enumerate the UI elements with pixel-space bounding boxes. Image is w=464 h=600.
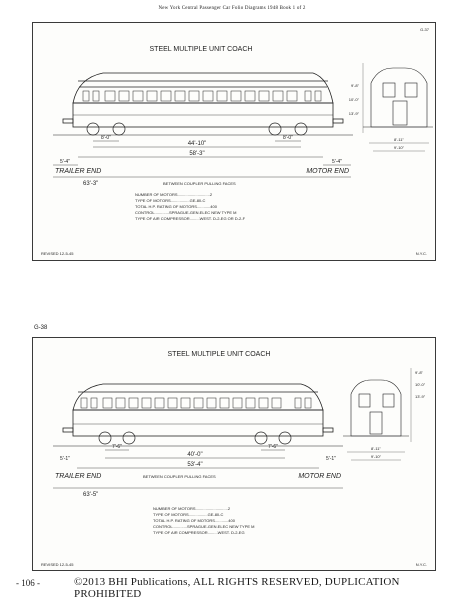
side-dim-2: 10'-0": [348, 97, 359, 102]
diagram-title: STEEL MULTIPLE UNIT COACH: [167, 351, 271, 358]
revised-note: REVISED 12-5-45: [41, 251, 74, 256]
side-dim-2: 10'-0": [415, 382, 426, 387]
spec-line: CONTROL.............SPRAGUE-GEN.ELEC NEW TYPE M: [135, 210, 237, 215]
side-dim-5: 9'-10": [370, 454, 382, 459]
spec-line: TOTAL H.P. RATING OF MOTORS............400: [135, 204, 217, 209]
diagram-drawing-1: [33, 23, 435, 260]
dim-wheelbase-left: 8'-0": [101, 135, 111, 141]
dim-end-right: 5'-1": [326, 456, 336, 462]
spec-list: [153, 506, 255, 535]
trailer-end-label: TRAILER END: [55, 168, 102, 175]
car-side-elevation: [53, 384, 343, 446]
dim-wheelbase-right: 7'-6": [268, 444, 278, 450]
page-number: - 106 -: [16, 578, 40, 588]
spec-line: TYPE OF AIR COMPRESSOR.........WEST. D-2-EG: [153, 530, 245, 535]
motor-end-label: MOTOR END: [306, 168, 349, 175]
side-dim-3: 13'-9": [415, 394, 426, 399]
dim-inner-length: 53'-4": [187, 462, 203, 468]
dim-end-left: 5'-4": [60, 159, 70, 165]
owner-mark: N.Y.C.: [415, 562, 427, 567]
dim-truck-centers: 44'-10": [187, 141, 207, 147]
dim-overall: 63'-5": [83, 492, 99, 498]
revised-note: REVISED 12-5-45: [41, 562, 74, 567]
spec-line: NUMBER OF MOTORS.............................2: [135, 192, 213, 197]
couplers-note: BETWEEN COUPLER PULLING FACES: [163, 181, 236, 186]
diagram-sheet-1: [32, 22, 436, 261]
sheet-id-g38: G-38: [34, 325, 48, 331]
spec-list: [135, 192, 246, 221]
dim-wheelbase-left: 7'-6": [112, 444, 122, 450]
sheet-id-label: G-37: [420, 27, 429, 32]
spec-line: TYPE OF MOTORS.................GE-80-C: [135, 198, 206, 203]
dim-wheelbase-right: 8'-0": [283, 135, 293, 141]
dim-overall: 63'-3": [83, 181, 99, 187]
motor-end-label: MOTOR END: [298, 473, 341, 480]
dim-inner-length: 58'-3": [189, 151, 205, 157]
diagram-title: STEEL MULTIPLE UNIT COACH: [149, 46, 253, 53]
side-dim-4: 8'-11": [394, 137, 404, 142]
dim-end-right: 5'-4": [332, 159, 342, 165]
side-dim-1: 9'-8": [351, 83, 359, 88]
owner-mark: N.Y.C.: [415, 251, 427, 256]
diagram-sheet-2: [32, 337, 436, 571]
couplers-note: BETWEEN COUPLER PULLING FACES: [143, 474, 216, 479]
book-header: New York Central Passenger Car Folio Diagrams 1948 Book 1 of 2: [158, 6, 306, 11]
spec-line: TOTAL H.P. RATING OF MOTORS............400: [153, 518, 235, 523]
side-dim-4: 8'-11": [371, 446, 381, 451]
car-side-elevation: [53, 73, 353, 135]
spec-line: TYPE OF MOTORS.................GE-80-C: [153, 512, 224, 517]
spec-line: TYPE OF AIR COMPRESSOR.........WEST. D-2-EG OR D-2-F: [135, 216, 246, 221]
dim-end-left: 5'-1": [60, 456, 70, 462]
trailer-end-label: TRAILER END: [55, 473, 102, 480]
dim-truck-centers: 40'-0": [187, 452, 203, 458]
side-dim-5: 9'-10": [393, 145, 405, 150]
spec-line: NUMBER OF MOTORS.............................2: [153, 506, 231, 511]
spec-line: CONTROL.............SPRAGUE-GEN.ELEC NEW TYPE M: [153, 524, 255, 529]
diagram-drawing-2: [33, 338, 435, 570]
side-dim-1: 9'-8": [415, 370, 423, 375]
copyright-notice: ©2013 BHI Publications, ALL RIGHTS RESERVED, DUPLICATION PROHIBITED: [74, 576, 400, 600]
side-dim-3: 13'-9": [348, 111, 359, 116]
